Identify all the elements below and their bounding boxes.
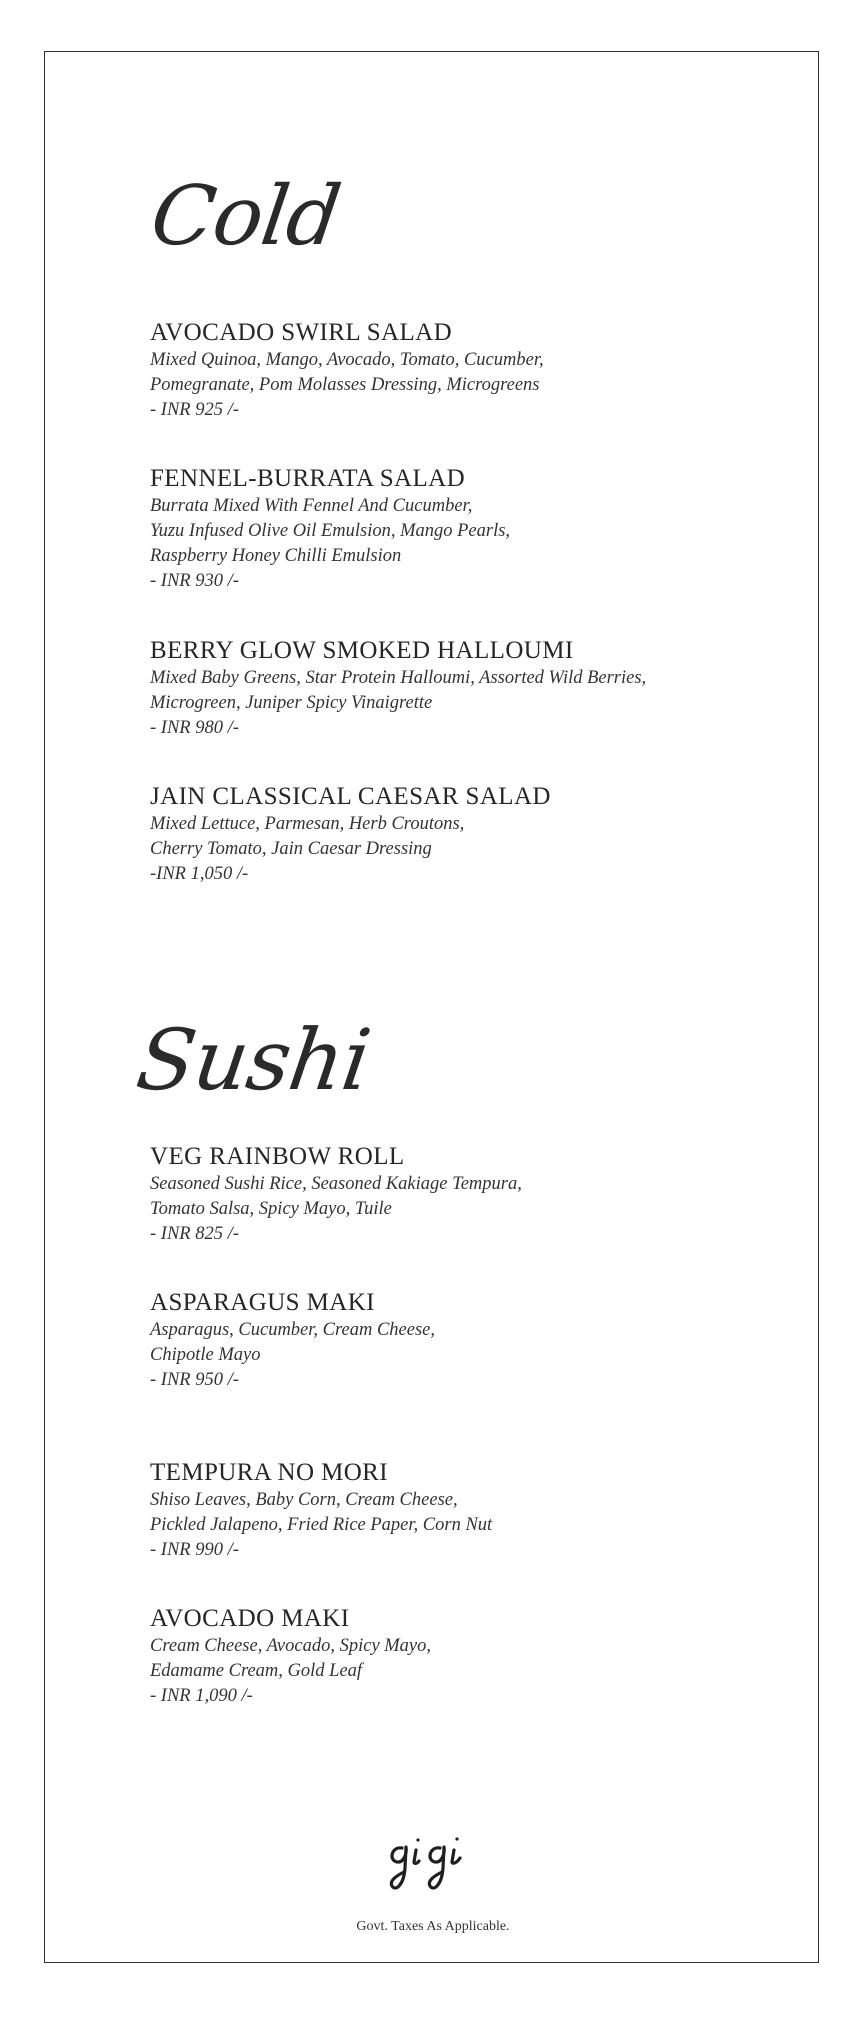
item-description-line: Cream Cheese, Avocado, Spicy Mayo, [150, 1636, 432, 1656]
menu-item [150, 1288, 790, 1393]
item-description-line: Microgreen, Juniper Spicy Vinaigrette [150, 693, 433, 713]
item-name: TEMPURA NO MORI [150, 1459, 388, 1486]
menu-item [150, 318, 790, 423]
item-description-line: Shiso Leaves, Baby Corn, Cream Cheese, [150, 1490, 458, 1510]
section-title-sushi: Sushi [131, 1011, 376, 1109]
item-price: - INR 930 /- [150, 571, 239, 591]
item-description-line: Cherry Tomato, Jain Caesar Dressing [150, 839, 432, 859]
item-description-line: Mixed Lettuce, Parmesan, Herb Croutons, [150, 814, 465, 834]
item-description-line: Pickled Jalapeno, Fried Rice Paper, Corn Nut [150, 1515, 493, 1535]
gigi-logo [380, 1826, 490, 1906]
item-name: JAIN CLASSICAL CAESAR SALAD [150, 783, 551, 810]
menu-item [150, 1142, 790, 1247]
item-price: -INR 1,050 /- [150, 864, 249, 884]
menu-item [150, 464, 790, 594]
item-description-line: Tomato Salsa, Spicy Mayo, Tuile [150, 1199, 392, 1219]
item-description-line: Mixed Quinoa, Mango, Avocado, Tomato, Cucumber, [150, 350, 544, 370]
item-description-line: Pomegranate, Pom Molasses Dressing, Microgreens [150, 375, 540, 395]
item-description-line: Burrata Mixed With Fennel And Cucumber, [150, 496, 473, 516]
item-price: - INR 990 /- [150, 1540, 239, 1560]
item-description-line: Seasoned Sushi Rice, Seasoned Kakiage Tempura, [150, 1174, 522, 1194]
item-description-line: Mixed Baby Greens, Star Protein Halloumi, Assorted Wild Berries, [150, 668, 647, 688]
item-name: ASPARAGUS MAKI [150, 1289, 375, 1316]
item-description-line: Raspberry Honey Chilli Emulsion [150, 546, 402, 566]
menu-item [150, 1604, 790, 1709]
item-price: - INR 950 /- [150, 1370, 239, 1390]
item-description-line: Asparagus, Cucumber, Cream Cheese, [150, 1320, 436, 1340]
item-price: - INR 1,090 /- [150, 1686, 253, 1706]
tax-note: Govt. Taxes As Applicable. [356, 1919, 510, 1934]
section-title-cold: Cold [145, 169, 346, 264]
item-description-line: Edamame Cream, Gold Leaf [150, 1661, 363, 1681]
item-name: FENNEL-BURRATA SALAD [150, 465, 466, 492]
item-description-line: Chipotle Mayo [150, 1345, 261, 1365]
menu-item [150, 782, 790, 887]
item-name: AVOCADO MAKI [150, 1605, 350, 1632]
item-name: AVOCADO SWIRL SALAD [150, 319, 453, 346]
item-price: - INR 925 /- [150, 400, 239, 420]
item-name: BERRY GLOW SMOKED HALLOUMI [150, 637, 574, 664]
item-name: VEG RAINBOW ROLL [150, 1143, 405, 1170]
menu-item [150, 1458, 790, 1563]
item-price: - INR 980 /- [150, 718, 239, 738]
menu-item [150, 636, 790, 741]
item-price: - INR 825 /- [150, 1224, 239, 1244]
item-description-line: Yuzu Infused Olive Oil Emulsion, Mango Pearls, [150, 521, 511, 541]
